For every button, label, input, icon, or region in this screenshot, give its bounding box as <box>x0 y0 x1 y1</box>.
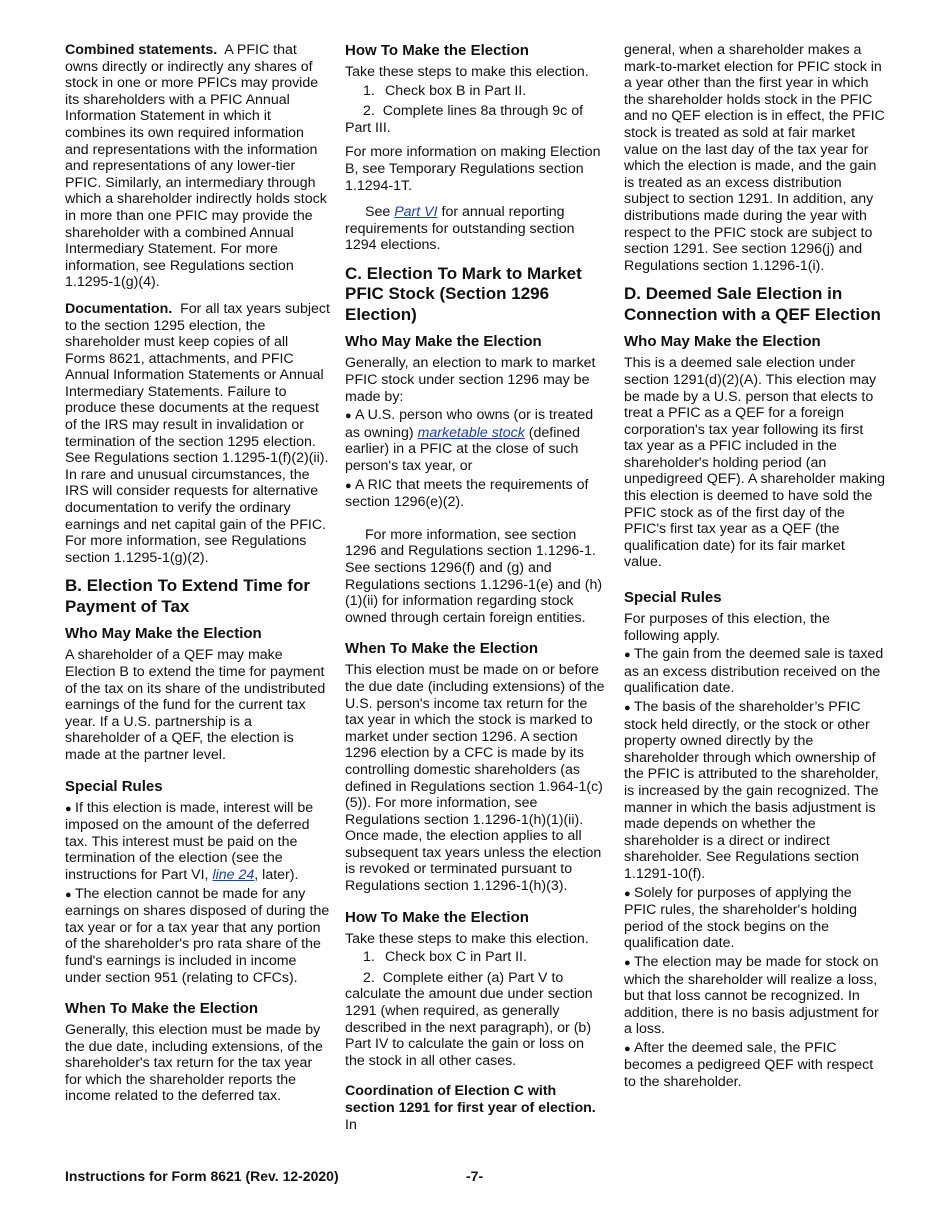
special-rules-heading: Special Rules <box>65 777 163 795</box>
step-item: 2. Complete either (a) Part V to calculate the amount due under section 1291 (when required, as generally described in the next paragraph), or (b) Part IV to calculate the gain or loss on the stock in all other cases. <box>345 969 593 1069</box>
bullet-icon: ● <box>65 888 72 901</box>
when-to-make-heading: When To Make the Election <box>65 1000 259 1018</box>
special-rule-bullet: ● The election may be made for stock on which the shareholder will realize a loss, but that loss cannot be recognized. In addition, there is no basis adjustment for a loss. <box>624 953 879 1038</box>
bullet-icon: ● <box>345 410 352 423</box>
who-may-make-text: This is a deemed sale election under section 1291(d)(2)(A). This election may be made by a U.S. person that elects to treat a PFIC as a QEF for a foreign corporation's tax year following its first tax year as a PFIC included in the shareholder's holding period (an unpedigreed QEF). A shareholder making this election is deemed to have sold the PFIC stock as of the first day of the PFIC's first tax year as a QEF (the qualification date) for its fair market value. <box>624 355 886 571</box>
special-rule-bullet: ● After the deemed sale, the PFIC becomes a pedigreed QEF with respect to the shareholder. <box>624 1039 874 1091</box>
special-rule-bullet: ● The basis of the shareholder’s PFIC stock held directly, or the stock or other property owned directly by the shareholder through which ownership of the PFIC is attributed to the shareholder, is increased by the gain recognized. The manner in which the basis adjustment is made depends on whether the shareholder is a direct or indirect shareholder. See Regulations section 1.1291-10(f). <box>624 699 879 882</box>
how-to-make-heading-2: How To Make the Election <box>345 908 529 926</box>
step-item: 2. Complete lines 8a through 9c of Part III. <box>345 103 584 136</box>
who-bullet: ● A RIC that meets the requirements of section 1296(e)(2). <box>345 476 589 511</box>
section-c-title: C. Election To Mark to Market PFIC Stock (Section 1296 Election) <box>345 263 582 324</box>
bullet-icon: ● <box>624 956 631 969</box>
who-may-make-intro: Generally, an election to mark to market PFIC stock under section 1296 may be made by: <box>345 355 596 405</box>
documentation-text: For all tax years subject to the section 1295 election, the shareholder must keep copies of all Forms 8621, attachments, and PFIC Annual Information Statements or Annual Intermediary Statements. Failure to produce these documents at the request of the IRS may result in invalidation or termination of the section 1295 election. See Regulations section 1.1295-1(f)(2)(ii). In rare and unusual circumstances, the IRS will consider requests for alternative documentation to verify the ordinary earnings and net capital gain of the PFIC. For more information, see Regulations section 1.1295-1(g)(2). <box>65 300 330 566</box>
more-info-paragraph: For more information on making Election B, see Temporary Regulations section 1.1294-1T. <box>345 144 601 194</box>
step-item: 1. Check box C in Part II. <box>363 949 527 966</box>
bullet-icon: ● <box>624 1042 631 1055</box>
documentation-paragraph <box>65 301 330 567</box>
special-rules-heading: Special Rules <box>624 589 722 607</box>
part-vi-link[interactable]: Part VI <box>394 204 438 221</box>
combined-statements-title: Combined statements. <box>65 42 218 58</box>
footer-page-number: -7- <box>466 1168 484 1184</box>
documentation-title: Documentation. <box>65 300 173 317</box>
who-may-make-text: A shareholder of a QEF may make Election B to extend the time for payment of the tax on its share of the undistributed earnings of the fund for the current tax year. If a U.S. partnership is a shareholder of a QEF, the election is made at the partner level. <box>65 647 326 763</box>
coordination-title: Coordination of Election C with section 1291 for first year of election. <box>345 1083 596 1116</box>
when-to-make-text: Generally, this election must be made by the due date, including extensions, of the shareholder's tax return for the tax year for which the shareholder reports the income related to the deferred tax. <box>65 1022 323 1105</box>
combined-statements-text: A PFIC that owns directly or indirectly any shares of stock in one or more PFICs may provide its shareholders with a PFIC Annual Information Statement in which it combines its own required information and representations with the information and representations of any lower-tier PFIC. Similarly, an intermediary through which a shareholder indirectly holds stock in more than one PFIC may provide the shareholder with a combined Annual Intermediary Statement. For more information, see Regulations section 1.1295-1(g)(4). <box>65 42 327 291</box>
more-info-paragraph-2: For more information, see section 1296 and Regulations section 1.1296-1. See sections 1296(f) and (g) and Regulations sections 1.1296-1(e) and (h)(1)(ii) for information regarding stock owned through certain foreign entities. <box>345 526 603 626</box>
marketable-stock-link[interactable]: marketable stock <box>417 424 525 441</box>
how-to-make-intro: Take these steps to make this election. <box>345 64 589 80</box>
special-rule-bullet: ● The gain from the deemed sale is taxed as an excess distribution received on the qualification date. <box>624 646 884 697</box>
combined-statements-paragraph <box>65 42 330 291</box>
special-rule-bullet: ● The election cannot be made for any earnings on shares disposed of during the tax year or for a tax year that any portion of the shareholder's pro rata share of the fund's earnings is included in income under section 951 (relating to CFCs). <box>65 885 330 986</box>
see-part-vi-paragraph: See Part VI for annual reporting requirements for outstanding section 1294 elections. <box>345 204 575 254</box>
section-d-title: D. Deemed Sale Election in Connection with a QEF Election <box>624 284 881 324</box>
coordination-continued: general, when a shareholder makes a mark-to-market election for PFIC stock in a year other than the first year in which the shareholder holds stock in the PFIC and no QEF election is in effect, the PFIC stock is treated as sold at fair market value on the last day of the tax year for which the election is made, and the gain is treated as an excess distribution subject to section 1291. In addition, any distributions made during the year with respect to the PFIC stock are subject to section 1291. See section 1296(j) and Regulations section 1.1296-1(i). <box>624 42 885 274</box>
who-bullet: ● A U.S. person who owns (or is treated as owning) marketable stock (defined earlier) in a PFIC at the close of such person's tax year, or <box>345 407 594 474</box>
bullet-icon: ● <box>624 649 631 662</box>
section-b-title: B. Election To Extend Time for Payment of Tax <box>65 576 310 616</box>
when-to-make-text: This election must be made on or before the due date (including extensions) of the U.S. person's income tax return for the tax year in which the stock is marked to market under section 1296. A section 1296 election by a CFC is made by its controlling domestic shareholders (as defined in Regulations section 1.964-1(c)(5)). For more information, see Regulations section 1.1296-1(h)(1)(ii). Once made, the election applies to all subsequent tax years unless the election is revoked or terminated pursuant to Regulations section 1.1296-1(h)(3). <box>345 662 605 895</box>
line-24-link[interactable]: line 24 <box>212 866 255 883</box>
bullet-icon: ● <box>65 802 72 815</box>
special-rule-bullet: ● Solely for purposes of applying the PFIC rules, the shareholder's holding period of the stock begins on the qualification date. <box>624 884 857 952</box>
column-1 <box>65 42 330 1115</box>
who-may-make-heading: Who May Make the Election <box>65 625 262 643</box>
special-rule-bullet: ● If this election is made, interest will be imposed on the amount of the deferred tax. This interest must be paid on the termination of the election (see the instructions for Part VI, line 24, later). <box>65 799 314 883</box>
step-item: 1. Check box B in Part II. <box>363 82 527 99</box>
bullet-icon: ● <box>624 887 631 900</box>
bullet-icon: ● <box>345 479 352 492</box>
footer-form-title: Instructions for Form 8621 (Rev. 12-2020) <box>65 1168 339 1184</box>
how-to-make-intro-2: Take these steps to make this election. <box>345 930 589 947</box>
column-3 <box>624 42 886 1093</box>
coordination-paragraph: Coordination of Election C with section 1291 for first year of election. In <box>345 1083 596 1133</box>
special-rules-intro: For purposes of this election, the following apply. <box>624 611 830 644</box>
who-may-make-heading: Who May Make the Election <box>624 333 821 351</box>
how-to-make-heading: How To Make the Election <box>345 42 529 59</box>
bullet-icon: ● <box>624 702 631 714</box>
when-to-make-heading: When To Make the Election <box>345 640 539 658</box>
column-2 <box>345 42 607 1143</box>
who-may-make-heading: Who May Make the Election <box>345 333 542 351</box>
